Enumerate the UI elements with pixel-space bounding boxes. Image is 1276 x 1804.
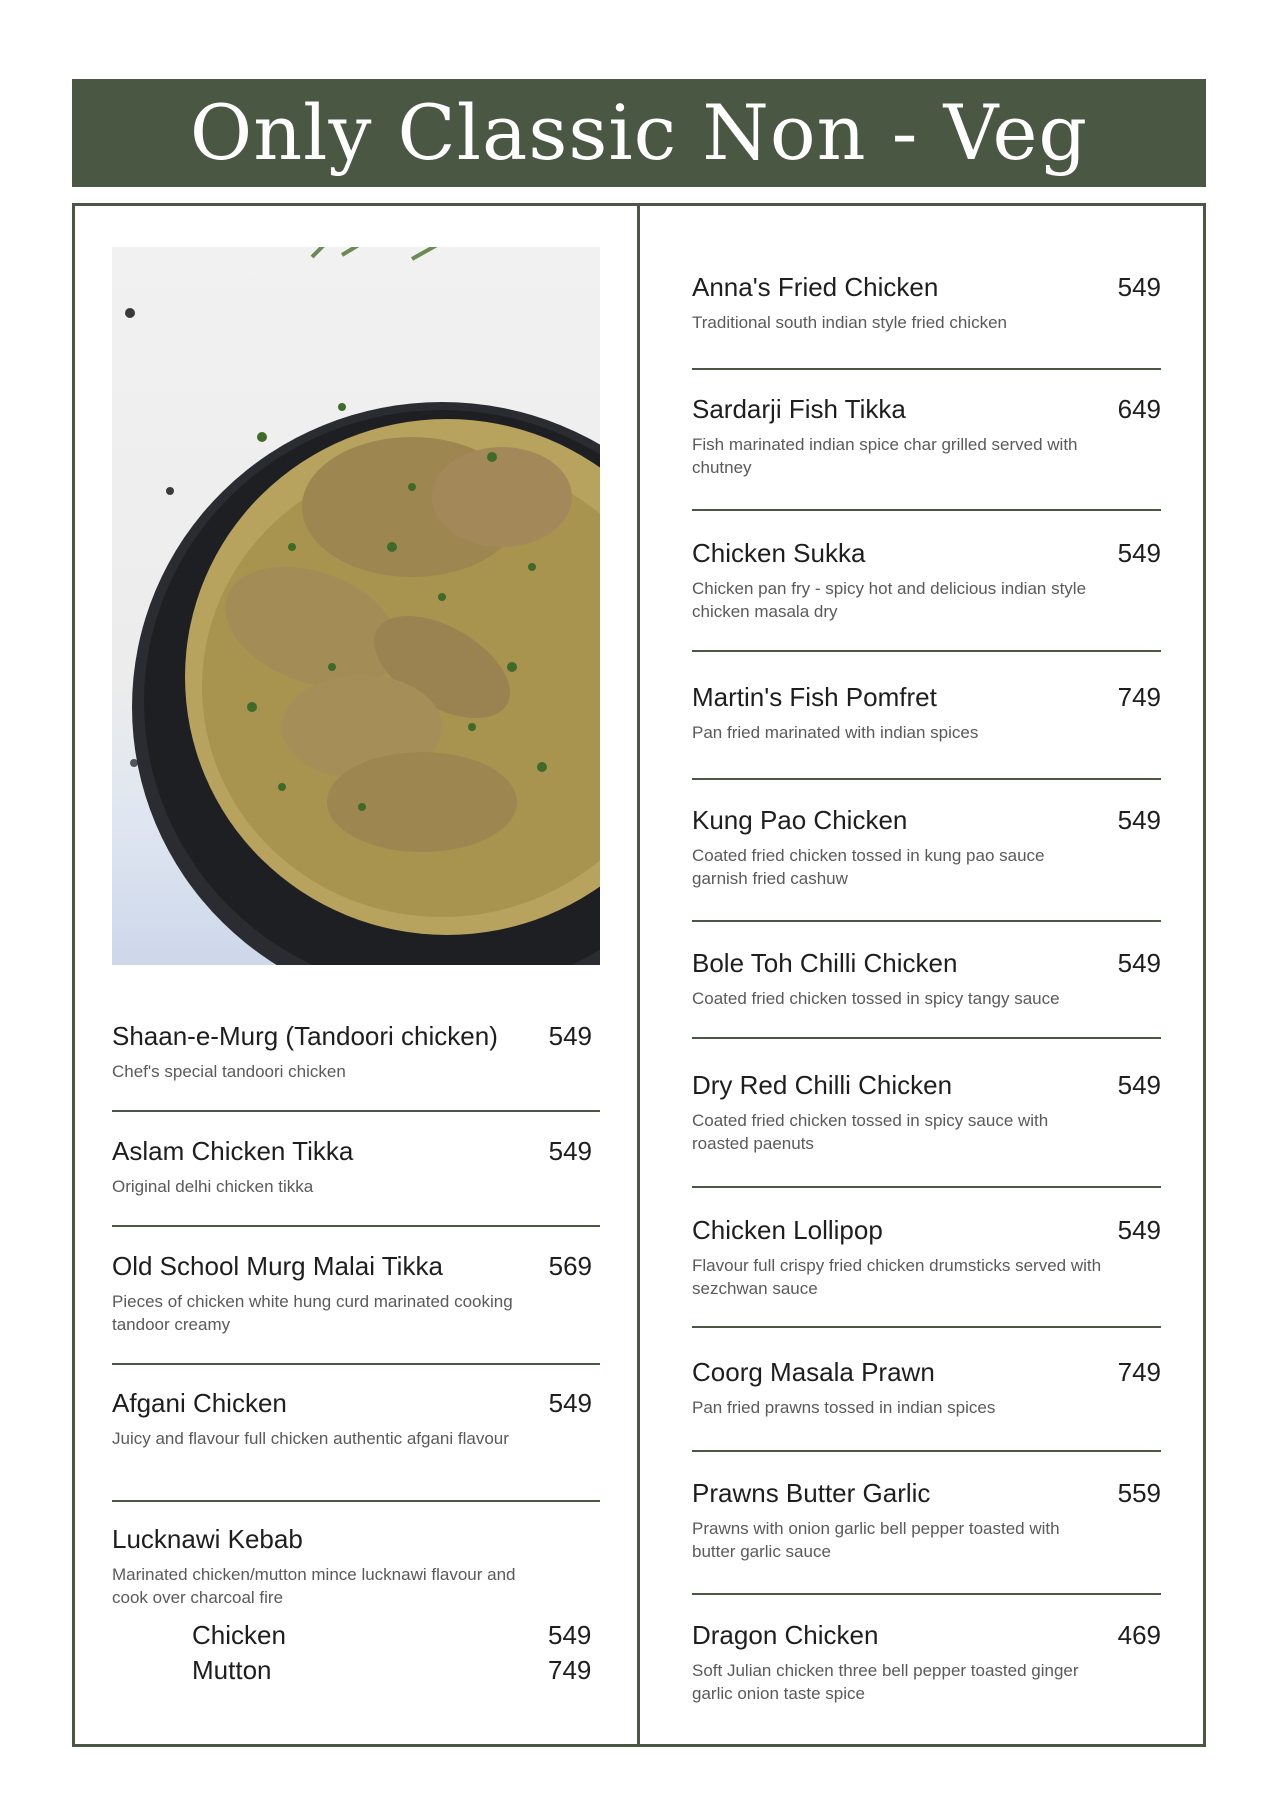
item-name: Prawns Butter Garlic (692, 1478, 931, 1508)
item-divider (692, 778, 1161, 780)
item-description: Pieces of chicken white hung curd marinated cooking tandoor creamy (112, 1292, 513, 1334)
item-divider (692, 1593, 1161, 1595)
item-price: 749 (1117, 1357, 1161, 1387)
item-description: Pan fried prawns tossed in indian spices (692, 1398, 996, 1417)
item-price: 749 (1117, 682, 1161, 712)
item-name: Bole Toh Chilli Chicken (692, 948, 958, 978)
item-description: Chef's special tandoori chicken (112, 1062, 346, 1081)
item-divider (692, 920, 1161, 922)
menu-item (692, 1620, 1161, 1705)
menu-item (112, 1524, 592, 1609)
item-name: Old School Murg Malai Tikka (112, 1251, 443, 1281)
item-price: 549 (1117, 948, 1161, 978)
item-description: Fish marinated indian spice char grilled served with chutney (692, 435, 1078, 477)
item-divider (692, 650, 1161, 652)
menu-item (692, 272, 1161, 334)
variant-name: Chicken (192, 1620, 286, 1650)
item-price: 549 (1117, 805, 1161, 835)
item-name: Chicken Lollipop (692, 1215, 883, 1245)
item-name: Anna's Fried Chicken (692, 272, 939, 302)
item-name: Lucknawi Kebab (112, 1524, 303, 1554)
item-description: Marinated chicken/mutton mince lucknawi flavour and cook over charcoal fire (112, 1565, 516, 1607)
item-divider (112, 1500, 600, 1502)
item-divider (692, 1450, 1161, 1452)
menu-item (692, 1215, 1161, 1300)
item-price: 549 (1117, 1215, 1161, 1245)
item-divider (692, 509, 1161, 511)
item-divider (692, 368, 1161, 370)
item-price: 569 (548, 1251, 592, 1281)
item-description: Pan fried marinated with indian spices (692, 723, 979, 742)
item-name: Dragon Chicken (692, 1620, 879, 1650)
item-price: 549 (548, 1136, 592, 1166)
item-divider (692, 1037, 1161, 1039)
item-name: Sardarji Fish Tikka (692, 394, 906, 424)
item-price: 559 (1117, 1478, 1161, 1508)
item-description: Coated fried chicken tossed in spicy sauce with roasted paenuts (692, 1111, 1049, 1153)
item-name: Shaan-e-Murg (Tandoori chicken) (112, 1021, 498, 1051)
page-title: Only Classic Non - Veg (189, 88, 1089, 177)
menu-item (692, 948, 1161, 1010)
item-description: Flavour full crispy fried chicken drumsticks served with sezchwan sauce (692, 1256, 1102, 1298)
item-description: Coated fried chicken tossed in kung pao sauce garnish fried cashuw (692, 846, 1045, 888)
item-price: 469 (1117, 1620, 1161, 1650)
item-price: 549 (1117, 538, 1161, 568)
item-price: 649 (1117, 394, 1161, 424)
item-price: 549 (548, 1021, 592, 1051)
menu-item (112, 1136, 592, 1198)
item-price: 549 (1117, 1070, 1161, 1100)
item-description: Prawns with onion garlic bell pepper toasted with butter garlic sauce (692, 1519, 1060, 1561)
title-banner (72, 79, 1206, 187)
menu-item (692, 1478, 1161, 1563)
item-description: Original delhi chicken tikka (112, 1177, 314, 1196)
item-name: Aslam Chicken Tikka (112, 1136, 354, 1166)
item-description: Soft Julian chicken three bell pepper toasted ginger garlic onion taste spice (692, 1661, 1079, 1703)
item-divider (112, 1110, 600, 1112)
menu-item (692, 805, 1161, 890)
item-name: Martin's Fish Pomfret (692, 682, 937, 712)
variant-name: Mutton (192, 1655, 272, 1685)
menu-item (112, 1251, 592, 1336)
variant-price: 549 (548, 1620, 592, 1650)
item-description: Coated fried chicken tossed in spicy tangy sauce (692, 989, 1060, 1008)
item-price: 549 (548, 1388, 592, 1418)
menu-item (112, 1021, 592, 1083)
menu-item (112, 1388, 592, 1450)
menu-item (692, 1357, 1161, 1419)
item-name: Dry Red Chilli Chicken (692, 1070, 953, 1100)
item-name: Chicken Sukka (692, 538, 866, 568)
item-name: Coorg Masala Prawn (692, 1357, 935, 1387)
variant-price: 749 (548, 1655, 592, 1685)
item-price: 549 (1117, 272, 1161, 302)
menu-item (692, 682, 1161, 744)
item-description: Chicken pan fry - spicy hot and delicious indian style chicken masala dry (692, 579, 1087, 621)
menu-item (692, 394, 1161, 479)
item-name: Afgani Chicken (112, 1388, 287, 1418)
column-divider (637, 203, 640, 1747)
item-divider (112, 1225, 600, 1227)
item-description: Juicy and flavour full chicken authentic afgani flavour (112, 1429, 509, 1448)
menu-item (692, 1070, 1161, 1155)
menu-item (692, 538, 1161, 623)
item-divider (692, 1326, 1161, 1328)
item-description: Traditional south indian style fried chicken (692, 313, 1007, 332)
item-divider (692, 1186, 1161, 1188)
item-name: Kung Pao Chicken (692, 805, 908, 835)
dish-photo (112, 247, 600, 965)
item-divider (112, 1363, 600, 1365)
